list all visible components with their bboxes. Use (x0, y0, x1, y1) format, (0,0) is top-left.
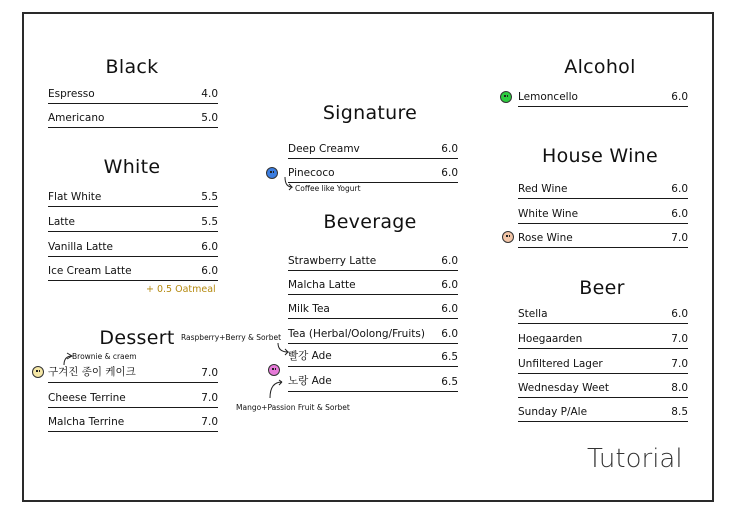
smiley-face-icon (266, 167, 278, 179)
item-name: Cheese Terrine (48, 392, 126, 404)
section-title-beer: Beer (579, 277, 625, 299)
item-price: 6.0 (441, 167, 458, 179)
item-name: Unfiltered Lager (518, 358, 603, 370)
item-name: Ice Cream Latte (48, 265, 132, 277)
item-price: 6.0 (441, 303, 458, 315)
menu-item (288, 252, 458, 271)
item-price: 7.0 (671, 333, 688, 345)
menu-item (48, 413, 218, 432)
section-title-alcohol: Alcohol (564, 56, 636, 78)
item-name: Malcha Terrine (48, 416, 125, 428)
item-name: Stella (518, 308, 548, 320)
item-name: Strawberry Latte (288, 255, 377, 267)
item-name: Rose Wine (518, 232, 573, 244)
menu-item (518, 88, 688, 107)
smiley-face-icon (502, 231, 514, 243)
menu-item (288, 300, 458, 319)
item-name: Lemoncello (518, 91, 578, 103)
item-price: 7.0 (201, 416, 218, 428)
item-name: 노랑 Ade (288, 375, 332, 387)
item-name: Pinecoco (288, 167, 335, 179)
item-name: Malcha Latte (288, 279, 356, 291)
menu-item (288, 140, 458, 159)
item-name: Hoegaarden (518, 333, 583, 345)
item-price: 6.0 (441, 279, 458, 291)
yellow-ade-note: Mango+Passion Fruit & Sorbet (236, 403, 350, 412)
item-name: 구겨진 종이 케이크 (48, 366, 136, 378)
item-price: 8.0 (671, 382, 688, 394)
item-name: Latte (48, 216, 75, 228)
section-title-house-wine: House Wine (542, 145, 658, 167)
smiley-face-icon (32, 366, 44, 378)
menu-item (288, 164, 458, 183)
item-price: 7.0 (671, 232, 688, 244)
item-name: Milk Tea (288, 303, 330, 315)
menu-item (518, 330, 688, 349)
item-name: Tea (Herbal/Oolong/Fruits) (288, 328, 425, 340)
item-price: 7.0 (201, 392, 218, 404)
item-name: Americano (48, 112, 105, 124)
menu-item (518, 180, 688, 199)
menu-item (48, 364, 218, 383)
item-name: Deep Creamv (288, 143, 360, 155)
menu-item (48, 238, 218, 257)
menu-item (288, 276, 458, 295)
item-price: 8.5 (671, 406, 688, 418)
item-price: 6.0 (201, 241, 218, 253)
item-name: Sunday P/Ale (518, 406, 588, 418)
item-name: Wednesday Weet (518, 382, 609, 394)
menu-item (48, 188, 218, 207)
section-title-dessert: Dessert (99, 327, 175, 349)
item-price: 5.5 (201, 191, 218, 203)
menu-item (518, 305, 688, 324)
menu-item (288, 348, 458, 367)
item-price: 6.0 (441, 255, 458, 267)
section-title-white: White (103, 156, 161, 178)
item-price: 6.0 (671, 183, 688, 195)
item-price: 7.0 (201, 367, 218, 379)
item-price: 6.5 (441, 351, 458, 363)
item-name: 빨강 Ade (288, 350, 332, 362)
item-price: 4.0 (201, 88, 218, 100)
item-name: Espresso (48, 88, 95, 100)
menu-item (518, 229, 688, 248)
item-name: Flat White (48, 191, 102, 203)
menu-item (518, 205, 688, 224)
footer-tutorial-label: Tutorial (587, 444, 683, 474)
cake-note: Brownie & craem (72, 352, 137, 361)
item-price: 7.0 (671, 358, 688, 370)
item-price: 6.0 (201, 265, 218, 277)
menu-item (288, 373, 458, 392)
menu-item (518, 403, 688, 422)
menu-item (518, 379, 688, 398)
item-price: 6.0 (671, 91, 688, 103)
pinecoco-note: Coffee like Yogurt (295, 184, 361, 193)
menu-item (288, 325, 458, 344)
oatmeal-extra-note: + 0.5 Oatmeal (146, 284, 216, 295)
arrow-icon (264, 380, 286, 402)
section-title-black: Black (105, 56, 159, 78)
section-title-signature: Signature (322, 102, 418, 124)
menu-item (48, 262, 218, 281)
item-name: White Wine (518, 208, 579, 220)
item-price: 6.0 (441, 328, 458, 340)
smiley-face-icon (500, 91, 512, 103)
item-name: Red Wine (518, 183, 568, 195)
menu-item (48, 85, 218, 104)
item-price: 6.0 (671, 208, 688, 220)
menu-item (48, 213, 218, 232)
arrow-icon (282, 176, 296, 192)
item-price: 6.0 (441, 143, 458, 155)
section-title-beverage: Beverage (323, 211, 417, 233)
item-price: 5.5 (201, 216, 218, 228)
item-price: 5.0 (201, 112, 218, 124)
item-price: 6.0 (671, 308, 688, 320)
menu-item (48, 389, 218, 408)
item-name: Vanilla Latte (48, 241, 113, 253)
menu-item (518, 355, 688, 374)
menu-item (48, 109, 218, 128)
red-ade-note: Raspberry+Berry & Sorbet (181, 333, 282, 342)
smiley-face-icon (268, 364, 280, 376)
item-price: 6.5 (441, 376, 458, 388)
